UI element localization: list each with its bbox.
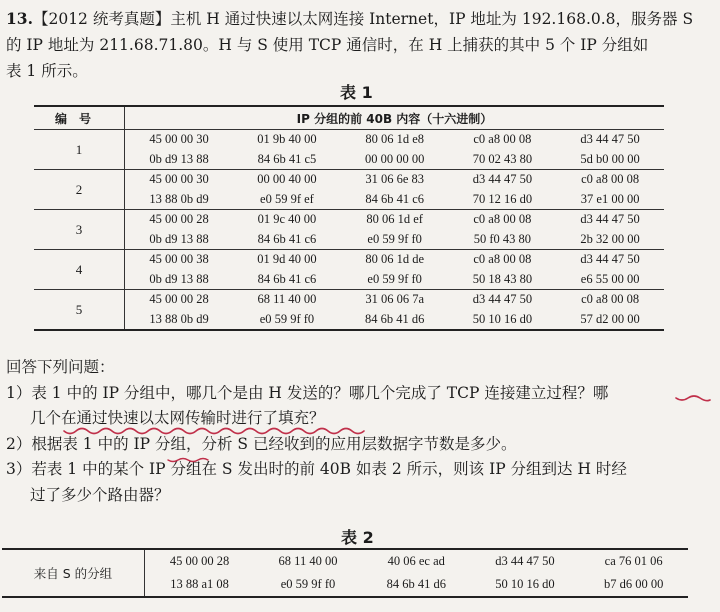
table1-hex-cell: 80 06 1d e8 (365, 132, 424, 147)
table1-hex-cell: 84 6b 41 d6 (364, 311, 425, 326)
table1-hex-cell: 57 d2 00 00 (580, 311, 640, 326)
table1-row (34, 210, 664, 230)
table1-hex-cell: 0b d9 13 88 (125, 270, 234, 290)
table1-hex-cell: 31 06 6e 83 (365, 172, 424, 187)
table1-row (34, 190, 664, 210)
table1-hex-cell: e0 59 9f f0 (341, 230, 449, 250)
table1-hex-cell: 70 12 16 d0 (449, 190, 557, 210)
table1-hex-cell: 80 06 1d ef (366, 212, 423, 227)
table1-hex-cell: 5d b0 00 00 (556, 150, 664, 170)
question-line-1: 13.【2012 统考真题】主机 H 通过快速以太网连接 Internet，IP 地址为 192.168.0.8，服务器 S (6, 9, 694, 28)
table2-cell: 40 06 ec ad (387, 554, 445, 568)
table1-header-id: 编号 (34, 106, 125, 130)
question-2: 2）根据表 1 中的 IP 分组，分析 S 已经收到的应用层数据字节数是多少。 (6, 434, 517, 453)
table2-cell: d3 44 47 50 (495, 554, 555, 568)
table1-row (34, 150, 664, 170)
answers-section (6, 355, 716, 508)
table1-hex-cell: 45 00 00 28 (149, 212, 209, 227)
table1-hex-cell: c0 a8 00 08 (473, 132, 532, 147)
table1-hex-cell: 01 9b 40 00 (257, 132, 317, 147)
question-3-line-1: 3）若表 1 中的某个 IP 分组在 S 发出时的前 40B 如表 2 所示，则该 IP 分组到达 H 时经 (6, 460, 627, 478)
table2-cell: 50 10 16 d0 (495, 577, 555, 591)
table1-hex-cell: 13 88 0b d9 (125, 190, 234, 210)
table1-hex-cell: 0b d9 13 88 (125, 150, 234, 170)
table1-hex-cell: d3 44 47 50 (580, 212, 640, 227)
table2-cell: b7 d6 00 00 (603, 577, 664, 591)
table1-hex-cell: 01 9d 40 00 (257, 252, 317, 267)
table1-header-content: IP 分组的前 40B 内容（十六进制） (125, 106, 665, 130)
table1-row (34, 310, 664, 331)
table1-hex-cell: 45 00 00 30 (149, 132, 209, 147)
table1-hex-cell: 00 00 40 00 (257, 172, 317, 187)
table1-hex-cell: c0 a8 00 08 (581, 292, 640, 307)
table1-hex-cell: 00 00 00 00 (341, 150, 449, 170)
question-3-line-2: 过了多少个路由器？ (30, 485, 170, 504)
table1 (34, 105, 664, 331)
table2-cell: 68 11 40 00 (278, 554, 338, 568)
question-1-line-2: 几个在通过快速以太网传输时进行了填充？ (30, 409, 325, 427)
table1-hex-cell: 50 10 16 d0 (472, 311, 533, 326)
table1-hex-cell: c0 a8 00 08 (473, 252, 532, 267)
table2-label: 来自 S 的分组 (2, 549, 145, 597)
table1-hex-cell: 45 00 00 28 (149, 292, 209, 307)
question-1-line-1: 1）表 1 中的 IP 分组中，哪几个是由 H 发送的？哪几个完成了 TCP 连接建立过程？哪 (6, 383, 609, 402)
table1-row-id: 4 (34, 250, 125, 290)
table1-hex-cell: e0 59 9f f0 (341, 270, 449, 290)
table1-row (34, 170, 664, 190)
table2-cell: 84 6b 41 d6 (386, 577, 446, 591)
table1-hex-cell: 68 11 40 00 (257, 292, 317, 307)
table1-hex-cell: 84 6b 41 c6 (341, 190, 449, 210)
table1-hex-cell: e0 59 9f f0 (259, 311, 315, 326)
table1-row (34, 270, 664, 290)
table1-hex-cell: 70 02 43 80 (449, 150, 557, 170)
table1-row (34, 230, 664, 250)
table2-caption: 表 2 (341, 528, 374, 547)
table1-row-id: 3 (34, 210, 125, 250)
table1-hex-cell: d3 44 47 50 (472, 172, 533, 187)
table1-row-id: 2 (34, 170, 125, 210)
table2-cell: e0 59 9f f0 (280, 577, 336, 591)
table1-hex-cell: c0 a8 00 08 (581, 172, 640, 187)
table2-row-a (2, 549, 688, 573)
table1-row (34, 250, 664, 270)
table1-hex-cell: 01 9c 40 00 (257, 212, 317, 227)
table2 (2, 548, 688, 598)
table1-hex-cell: d3 44 47 50 (580, 132, 640, 147)
table2-cell: ca 76 01 06 (604, 554, 663, 568)
table1-hex-cell: 80 06 1d de (365, 252, 424, 267)
table1-row (34, 130, 664, 150)
table1-header-row (34, 106, 664, 130)
table1-hex-cell: 84 6b 41 c6 (233, 230, 341, 250)
table2-cell: 13 88 a1 08 (170, 577, 229, 591)
table1-caption: 表 1 (340, 83, 373, 102)
question-line-2: 的 IP 地址为 211.68.71.80。H 与 S 使用 TCP 通信时，在 H 上捕获的其中 5 个 IP 分组如 (6, 36, 649, 54)
table1-hex-cell: 50 18 43 80 (449, 270, 557, 290)
table1-hex-cell: d3 44 47 50 (580, 252, 640, 267)
question-number: 13. (6, 9, 33, 28)
table1-hex-cell: 0b d9 13 88 (125, 230, 234, 250)
question-line-3: 表 1 所示。 (6, 62, 88, 80)
table1-hex-cell: 84 6b 41 c5 (233, 150, 341, 170)
table1-row-id: 5 (34, 290, 125, 331)
table1-hex-cell: 13 88 0b d9 (149, 311, 209, 326)
table1-hex-cell: 45 00 00 30 (149, 172, 209, 187)
table1-hex-cell: 2b 32 00 00 (556, 230, 664, 250)
table1-hex-cell: e0 59 9f ef (233, 190, 341, 210)
table1-hex-cell: 50 f0 43 80 (449, 230, 557, 250)
table1-hex-cell: d3 44 47 50 (472, 292, 533, 307)
question-stem (6, 6, 712, 84)
table1-row (34, 290, 664, 310)
table1-hex-cell: 45 00 00 38 (149, 252, 209, 267)
table1-hex-cell: e6 55 00 00 (556, 270, 664, 290)
table1-hex-cell: 37 e1 00 00 (556, 190, 664, 210)
table2-cell: 45 00 00 28 (169, 554, 230, 568)
table1-hex-cell: 84 6b 41 c6 (233, 270, 341, 290)
table1-row-id: 1 (34, 130, 125, 170)
table1-hex-cell: c0 a8 00 08 (473, 212, 532, 227)
table1-hex-cell: 31 06 06 7a (365, 292, 424, 307)
answers-intro: 回答下列问题： (6, 358, 115, 376)
